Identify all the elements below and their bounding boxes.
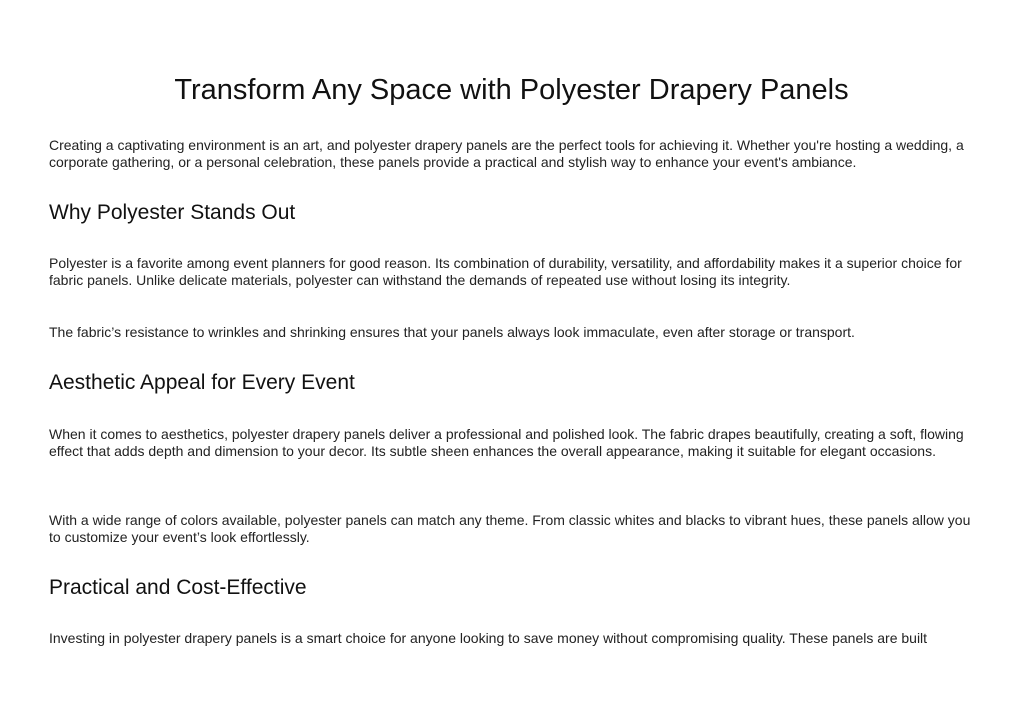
intro-paragraph: Creating a captivating environment is an art, and polyester drapery panels are the perfect tools for achieving it. Whether you're hosting a wedding, a corporate gathering, or a personal celebration, these panels provide a practical and stylish way to enhance your event's ambiance.	[49, 137, 964, 170]
page-title: Transform Any Space with Polyester Drapery Panels	[174, 74, 849, 106]
section-heading-why-polyester: Why Polyester Stands Out	[49, 201, 296, 224]
section-paragraph: With a wide range of colors available, polyester panels can match any theme. From classic whites and blacks to vibrant hues, these panels allow you to customize your event’s look effortlessly.	[49, 512, 971, 545]
section-heading-aesthetic-appeal: Aesthetic Appeal for Every Event	[49, 371, 355, 394]
section-paragraph: Polyester is a favorite among event planners for good reason. Its combination of durability, versatility, and affordability makes it a superior choice for fabric panels. Unlike delicate materials, polyester can withstand the demands of repeated use without losing its integrity.	[49, 255, 962, 288]
section-paragraph: When it comes to aesthetics, polyester drapery panels deliver a professional and polished look. The fabric drapes beautifully, creating a soft, flowing effect that adds depth and dimension to your decor. Its subtle sheen enhances the overall appearance, making it suitable for elegant occasions.	[49, 426, 964, 459]
section-heading-practical-cost-effective: Practical and Cost-Effective	[49, 576, 307, 599]
section-paragraph: The fabric’s resistance to wrinkles and shrinking ensures that your panels always look immaculate, even after storage or transport.	[49, 324, 855, 340]
section-paragraph: Investing in polyester drapery panels is a smart choice for anyone looking to save money without compromising quality. These panels are built	[49, 630, 928, 646]
